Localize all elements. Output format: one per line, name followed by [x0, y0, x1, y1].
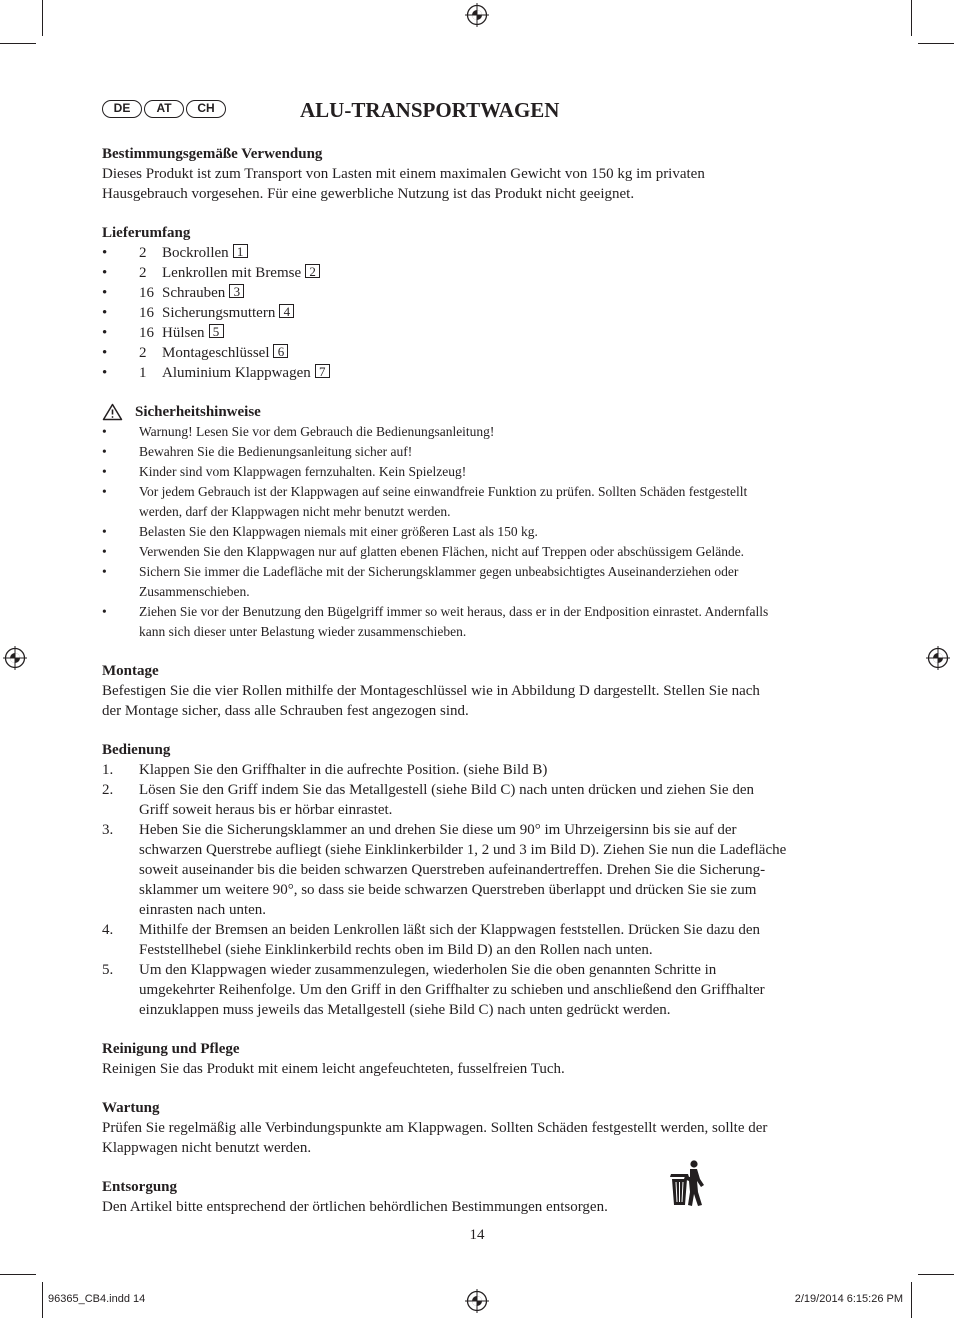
item-text: Bewahren Sie die Bedienungsanleitung sicher auf! — [139, 444, 413, 459]
item-reference: 6 — [273, 344, 288, 358]
list-item — [102, 363, 854, 383]
section-operation — [102, 740, 854, 1020]
list-item — [102, 283, 854, 303]
list-item — [102, 542, 854, 562]
section-heading: Montage — [102, 663, 159, 679]
item-reference: 2 — [305, 264, 320, 278]
paragraph-line: Den Artikel bitte entsprechend der örtlichen behördlichen Bestimmungen entsorgen. — [102, 1199, 608, 1215]
item-reference: 7 — [315, 364, 330, 378]
section-heading: Lieferumfang — [102, 225, 191, 241]
document-body — [102, 96, 854, 1236]
paragraph-line: der Montage sicher, dass alle Schrauben fest angezogen sind. — [102, 703, 469, 719]
section-heading: Bestimmungsgemäße Verwendung — [102, 146, 323, 162]
step-number: 3. — [102, 822, 114, 838]
file-slug: 96365_CB4.indd 14 — [48, 1293, 146, 1305]
list-item — [102, 760, 854, 780]
registration-mark-icon — [465, 3, 489, 27]
item-text: werden, darf der Klappwagen nicht mehr benutzt werden. — [139, 504, 451, 519]
country-badge-de: DE — [102, 100, 142, 118]
item-text: Warnung! Lesen Sie vor dem Gebrauch die Bedienungsanleitung! — [139, 424, 495, 439]
item-quantity: 2 — [139, 345, 147, 361]
section-heading: Reinigung und Pflege — [102, 1041, 240, 1057]
item-text: Sichern Sie immer die Ladefläche mit der Sicherungsklammer gegen unbeabsichtigtes Auseinanderziehen oder — [139, 564, 739, 579]
registration-mark-icon — [465, 1289, 489, 1313]
step-text: Lösen Sie den Griff indem Sie das Metallgestell (siehe Bild C) nach unten drücken und ziehen Sie den — [139, 782, 754, 798]
step-text: Heben Sie die Sicherungsklammer an und drehen Sie diese um 90° im Uhrzeigersinn bis sie auf der — [139, 822, 737, 838]
paragraph-line: Dieses Produkt ist zum Transport von Lasten mit einem maximalen Gewicht von 150 kg im privaten — [102, 166, 705, 182]
page-number: 14 — [469, 1227, 485, 1243]
paragraph-line: Befestigen Sie die vier Rollen mithilfe der Montageschlüssel wie in Abbildung D dargestellt. Stellen Sie nach — [102, 683, 760, 699]
paragraph-line: Klappwagen nicht benutzt werden. — [102, 1140, 312, 1156]
item-text: Ziehen Sie vor der Benutzung den Bügelgriff immer so weit heraus, dass er in der Endposition einrastet. Andernfalls — [139, 604, 769, 619]
step-text: umgekehrter Reihenfolge. Um den Griff in den Griffhalter zu schieben und anschließend den Griffhalter — [139, 982, 765, 998]
item-text: Kinder sind vom Klappwagen fernzuhalten. Kein Spielzeug! — [139, 464, 467, 479]
list-item — [102, 780, 854, 820]
section-scope — [102, 223, 854, 383]
warning-triangle-icon — [102, 403, 123, 421]
list-item — [102, 263, 854, 283]
section-heading: Sicherheitshinweise — [135, 404, 261, 420]
country-badge-ch: CH — [186, 100, 226, 118]
page-header — [102, 96, 854, 130]
section-heading: Wartung — [102, 1100, 160, 1116]
item-name: Hülsen — [162, 325, 205, 341]
step-text: einzuklappen muss jeweils das Metallgestell (siehe Bild C) nach unten gedrückt werden. — [139, 1002, 671, 1018]
item-quantity: 2 — [139, 245, 147, 261]
item-quantity: 2 — [139, 265, 147, 281]
section-heading: Entsorgung — [102, 1179, 178, 1195]
crop-mark — [911, 1282, 912, 1318]
list-item — [102, 960, 854, 1020]
paragraph-line: Prüfen Sie regelmäßig alle Verbindungspunkte am Klappwagen. Sollten Schäden festgestellt werden, sollte der — [102, 1120, 768, 1136]
item-text: kann sich dieser unter Belastung wieder zusammenschieben. — [139, 624, 467, 639]
crop-mark — [918, 43, 954, 44]
list-item — [102, 522, 854, 542]
item-text: Zusammenschieben. — [139, 584, 250, 599]
list-item — [102, 343, 854, 363]
list-item — [102, 303, 854, 323]
crop-mark — [42, 1282, 43, 1318]
item-quantity: 1 — [139, 365, 147, 381]
item-name: Aluminium Klappwagen — [162, 365, 311, 381]
item-name: Lenkrollen mit Bremse — [162, 265, 302, 281]
list-item — [102, 820, 854, 920]
item-reference: 5 — [209, 324, 224, 338]
list-item — [102, 442, 854, 462]
item-reference: 3 — [229, 284, 244, 298]
step-text: sklammer um weitere 90°, so dass sie beide schwarzen Querstreben überlappt und drücken Sie sie zum — [139, 882, 757, 898]
item-reference: 4 — [279, 304, 294, 318]
section-disposal — [102, 1177, 854, 1217]
section-usage — [102, 144, 854, 204]
step-text: Um den Klappwagen wieder zusammenzulegen, wiederholen Sie die oben genannten Schritte in — [139, 962, 717, 978]
section-cleaning — [102, 1039, 854, 1079]
list-item — [102, 243, 854, 263]
list-item — [102, 602, 854, 642]
crop-mark — [911, 0, 912, 36]
paragraph-line: Hausgebrauch vorgesehen. Für eine gewerbliche Nutzung ist das Produkt nicht geeignet. — [102, 186, 635, 202]
item-text: Verwenden Sie den Klappwagen nur auf glatten ebenen Flächen, nicht auf Treppen oder abschüssigem Gelände. — [139, 544, 745, 559]
list-item — [102, 422, 854, 442]
crop-mark — [0, 43, 36, 44]
step-number: 1. — [102, 762, 114, 778]
registration-mark-icon — [926, 646, 950, 670]
step-text: Griff soweit heraus bis er hörbar einrastet. — [139, 802, 393, 818]
list-item — [102, 462, 854, 482]
print-timestamp: 2/19/2014 6:15:26 PM — [794, 1293, 903, 1305]
country-badges — [102, 100, 226, 118]
step-number: 2. — [102, 782, 114, 798]
step-text: einrasten nach unten. — [139, 902, 267, 918]
list-item — [102, 323, 854, 343]
item-quantity: 16 — [139, 305, 154, 321]
item-quantity: 16 — [139, 285, 154, 301]
paragraph-line: Reinigen Sie das Produkt mit einem leicht angefeuchteten, fusselfreien Tuch. — [102, 1061, 565, 1077]
crop-mark — [918, 1274, 954, 1275]
operation-steps — [102, 760, 854, 1020]
item-reference: 1 — [233, 244, 248, 258]
item-name: Sicherungsmuttern — [162, 305, 276, 321]
step-number: 4. — [102, 922, 114, 938]
step-text: Mithilfe der Bremsen an beiden Lenkrollen läßt sich der Klappwagen feststellen. Drücken Sie dazu den — [139, 922, 761, 938]
step-text: Feststellhebel (siehe Einklinkerbild rechts oben im Bild D) an den Rollen nach unten. — [139, 942, 653, 958]
step-text: schwarzen Querstrebe aufliegt (siehe Einklinkerbilder 1, 2 und 3 im Bild D). Ziehen Sie nun die Ladefläche — [139, 842, 787, 858]
scope-list — [102, 243, 854, 383]
item-text: Vor jedem Gebrauch ist der Klappwagen auf seine einwandfreie Funktion zu prüfen. Sollten Schäden festgestellt — [139, 484, 748, 499]
crop-mark — [0, 1274, 36, 1275]
list-item — [102, 562, 854, 602]
section-maintenance — [102, 1098, 854, 1158]
list-item — [102, 920, 854, 960]
country-badge-at: AT — [144, 100, 184, 118]
safety-heading-row — [102, 402, 854, 422]
section-safety — [102, 402, 854, 642]
step-number: 5. — [102, 962, 114, 978]
section-assembly — [102, 661, 854, 721]
crop-mark — [42, 0, 43, 36]
page-title: ALU-TRANSPORTWAGEN — [300, 98, 560, 122]
registration-mark-icon — [3, 646, 27, 670]
safety-list — [102, 422, 854, 642]
trash-bin-icon — [668, 1159, 708, 1207]
list-item — [102, 482, 854, 522]
item-text: Belasten Sie den Klappwagen niemals mit einer größeren Last als 150 kg. — [139, 524, 538, 539]
item-quantity: 16 — [139, 325, 154, 341]
section-heading: Bedienung — [102, 742, 171, 758]
item-name: Montageschlüssel — [162, 345, 270, 361]
step-text: Klappen Sie den Griffhalter in die aufrechte Position. (siehe Bild B) — [139, 762, 548, 778]
item-name: Bockrollen — [162, 245, 229, 261]
step-text: soweit auseinander bis die beiden schwarzen Querstreben aufeinandertreffen. Drehen Sie die Sicherung- — [139, 862, 766, 878]
item-name: Schrauben — [162, 285, 226, 301]
